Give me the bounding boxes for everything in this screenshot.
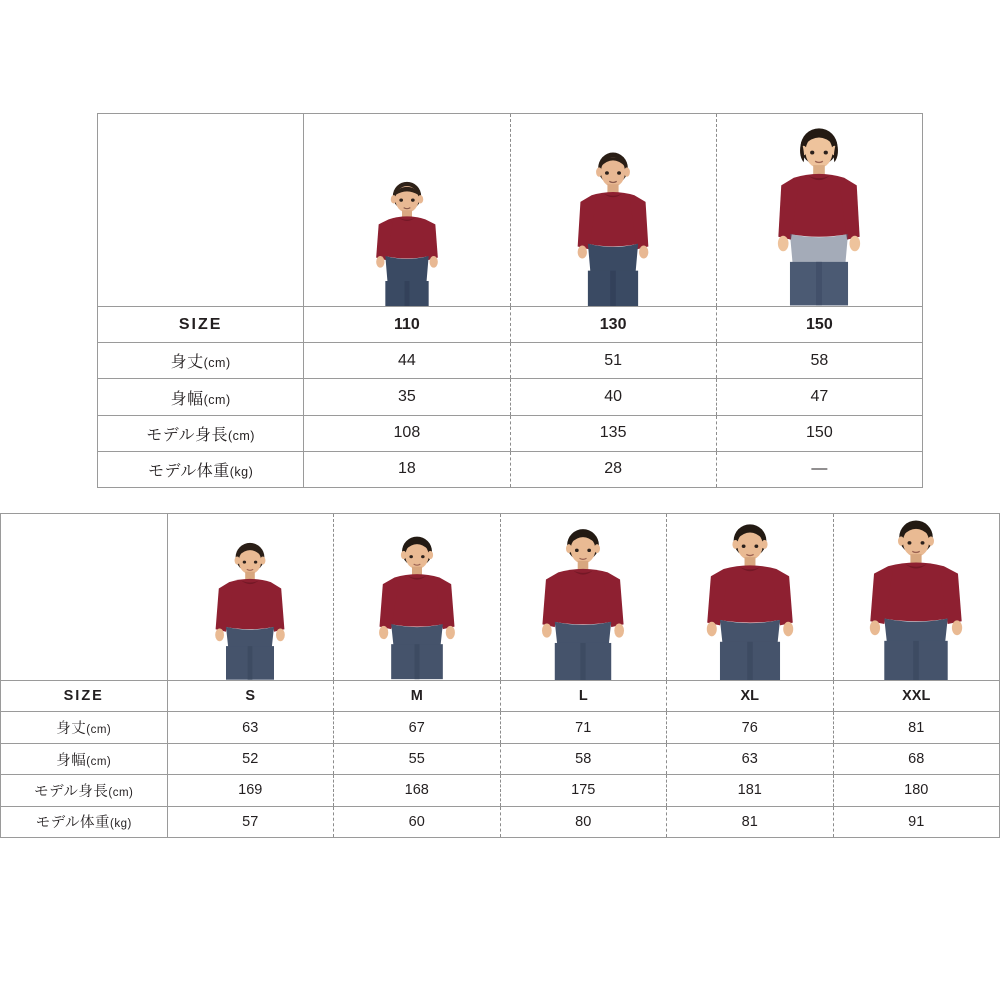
person-illustration-icon bbox=[357, 176, 457, 306]
adult-size-table bbox=[0, 513, 1000, 838]
label-unit: (cm) bbox=[86, 724, 112, 737]
adult-model-photo-l bbox=[500, 514, 667, 681]
kids-row-label-body-length bbox=[98, 343, 304, 379]
label-unit: (cm) bbox=[227, 428, 255, 443]
kids-cell-2-0: 108 bbox=[304, 415, 510, 451]
kids-model-photo-130 bbox=[510, 114, 716, 307]
kids-size-header-label: SIZE bbox=[98, 307, 304, 343]
adult-cell-2-1: 168 bbox=[334, 775, 501, 806]
kids-cell-0-0: 44 bbox=[304, 343, 510, 379]
kids-size-header-150: 150 bbox=[716, 307, 922, 343]
adult-cell-0-4: 81 bbox=[833, 712, 1000, 743]
adult-cell-1-3: 63 bbox=[667, 743, 834, 774]
adult-cell-1-2: 58 bbox=[500, 743, 667, 774]
adult-row-label-body-length bbox=[1, 712, 168, 743]
kids-cell-3-2: — bbox=[716, 451, 922, 487]
kids-row-label-model-weight bbox=[98, 451, 304, 487]
figure-wrap bbox=[304, 114, 509, 306]
kids-cell-1-2: 47 bbox=[716, 379, 922, 415]
figure-wrap bbox=[168, 514, 334, 680]
person-illustration-icon bbox=[695, 518, 805, 680]
adult-row-label-model-weight bbox=[1, 806, 168, 837]
adult-cell-2-2: 175 bbox=[500, 775, 667, 806]
label-text: モデル身長 bbox=[34, 783, 109, 800]
figure-wrap bbox=[717, 114, 922, 306]
model-figure-110 bbox=[357, 176, 457, 306]
adult-cell-3-0: 57 bbox=[167, 806, 334, 837]
person-illustration-icon bbox=[202, 537, 298, 680]
person-illustration-icon bbox=[530, 523, 636, 680]
model-figure-m bbox=[367, 530, 467, 680]
table-row bbox=[1, 743, 1000, 774]
model-figure-xl bbox=[695, 518, 805, 680]
label-unit: (cm) bbox=[203, 356, 231, 371]
figure-wrap bbox=[667, 514, 833, 680]
kids-cell-2-2: 150 bbox=[716, 415, 922, 451]
adult-cell-3-4: 91 bbox=[833, 806, 1000, 837]
person-illustration-icon bbox=[557, 146, 669, 306]
adult-cell-0-2: 71 bbox=[500, 712, 667, 743]
model-figure-130 bbox=[557, 146, 669, 306]
table-row bbox=[98, 343, 923, 379]
label-unit: (kg) bbox=[109, 818, 132, 831]
adult-cell-1-1: 55 bbox=[334, 743, 501, 774]
kids-cell-0-1: 51 bbox=[510, 343, 716, 379]
adult-cell-3-3: 81 bbox=[667, 806, 834, 837]
table-row bbox=[98, 451, 923, 487]
figure-wrap bbox=[334, 514, 500, 680]
adult-photo-row bbox=[1, 514, 1000, 681]
adult-cell-3-2: 80 bbox=[500, 806, 667, 837]
adult-size-header-l: L bbox=[500, 681, 667, 712]
label-text: モデル体重 bbox=[148, 462, 230, 480]
kids-size-header-130: 130 bbox=[510, 307, 716, 343]
model-figure-l bbox=[530, 523, 636, 680]
adult-row-label-body-width bbox=[1, 743, 168, 774]
kids-photo-row bbox=[98, 114, 923, 307]
person-illustration-icon bbox=[367, 530, 467, 680]
figure-wrap bbox=[511, 114, 716, 306]
adult-cell-0-3: 76 bbox=[667, 712, 834, 743]
adult-size-header-label: SIZE bbox=[1, 681, 168, 712]
kids-size-header-110: 110 bbox=[304, 307, 510, 343]
kids-photo-label-cell bbox=[98, 114, 304, 307]
adult-header-row bbox=[1, 681, 1000, 712]
kids-size-chart bbox=[97, 113, 923, 488]
label-text: 身丈 bbox=[170, 354, 204, 372]
adult-size-header-xl: XL bbox=[667, 681, 834, 712]
kids-cell-0-2: 58 bbox=[716, 343, 922, 379]
adult-cell-2-4: 180 bbox=[833, 775, 1000, 806]
adult-cell-1-0: 52 bbox=[167, 743, 334, 774]
label-unit: (kg) bbox=[229, 464, 254, 479]
figure-wrap bbox=[501, 514, 667, 680]
adult-size-header-m: M bbox=[334, 681, 501, 712]
adult-cell-3-1: 60 bbox=[334, 806, 501, 837]
label-unit: (cm) bbox=[203, 392, 231, 407]
kids-cell-1-1: 40 bbox=[510, 379, 716, 415]
model-figure-150 bbox=[759, 121, 879, 306]
kids-cell-1-0: 35 bbox=[304, 379, 510, 415]
person-illustration-icon bbox=[859, 514, 973, 680]
kids-row-label-body-width bbox=[98, 379, 304, 415]
adult-size-chart bbox=[0, 513, 1000, 838]
adult-model-photo-m bbox=[334, 514, 501, 681]
kids-model-photo-110 bbox=[304, 114, 510, 307]
table-row bbox=[1, 712, 1000, 743]
adult-cell-1-4: 68 bbox=[833, 743, 1000, 774]
kids-size-table bbox=[97, 113, 923, 488]
label-unit: (cm) bbox=[108, 786, 134, 799]
label-text: モデル体重 bbox=[35, 815, 110, 832]
adult-row-label-model-height bbox=[1, 775, 168, 806]
adult-size-header-xxl: XXL bbox=[833, 681, 1000, 712]
kids-row-label-model-height bbox=[98, 415, 304, 451]
label-text: モデル身長 bbox=[146, 426, 228, 444]
adult-cell-2-3: 181 bbox=[667, 775, 834, 806]
kids-header-row bbox=[98, 307, 923, 343]
table-row bbox=[98, 415, 923, 451]
figure-wrap bbox=[834, 514, 1000, 680]
adult-model-photo-s bbox=[167, 514, 334, 681]
adult-model-photo-xl bbox=[667, 514, 834, 681]
model-figure-s bbox=[202, 537, 298, 680]
adult-model-photo-xxl bbox=[833, 514, 1000, 681]
table-row bbox=[98, 379, 923, 415]
adult-cell-2-0: 169 bbox=[167, 775, 334, 806]
kids-model-photo-150 bbox=[716, 114, 922, 307]
adult-cell-0-0: 63 bbox=[167, 712, 334, 743]
label-text: 身丈 bbox=[56, 721, 87, 738]
kids-cell-3-0: 18 bbox=[304, 451, 510, 487]
label-text: 身幅 bbox=[56, 752, 87, 769]
adult-cell-0-1: 67 bbox=[334, 712, 501, 743]
label-text: 身幅 bbox=[170, 390, 204, 408]
model-figure-xxl bbox=[859, 514, 973, 680]
adult-size-header-s: S bbox=[167, 681, 334, 712]
kids-cell-3-1: 28 bbox=[510, 451, 716, 487]
person-illustration-icon bbox=[759, 121, 879, 306]
table-row bbox=[1, 775, 1000, 806]
adult-photo-label-cell bbox=[1, 514, 168, 681]
label-unit: (cm) bbox=[86, 755, 112, 768]
table-row bbox=[1, 806, 1000, 837]
kids-cell-2-1: 135 bbox=[510, 415, 716, 451]
